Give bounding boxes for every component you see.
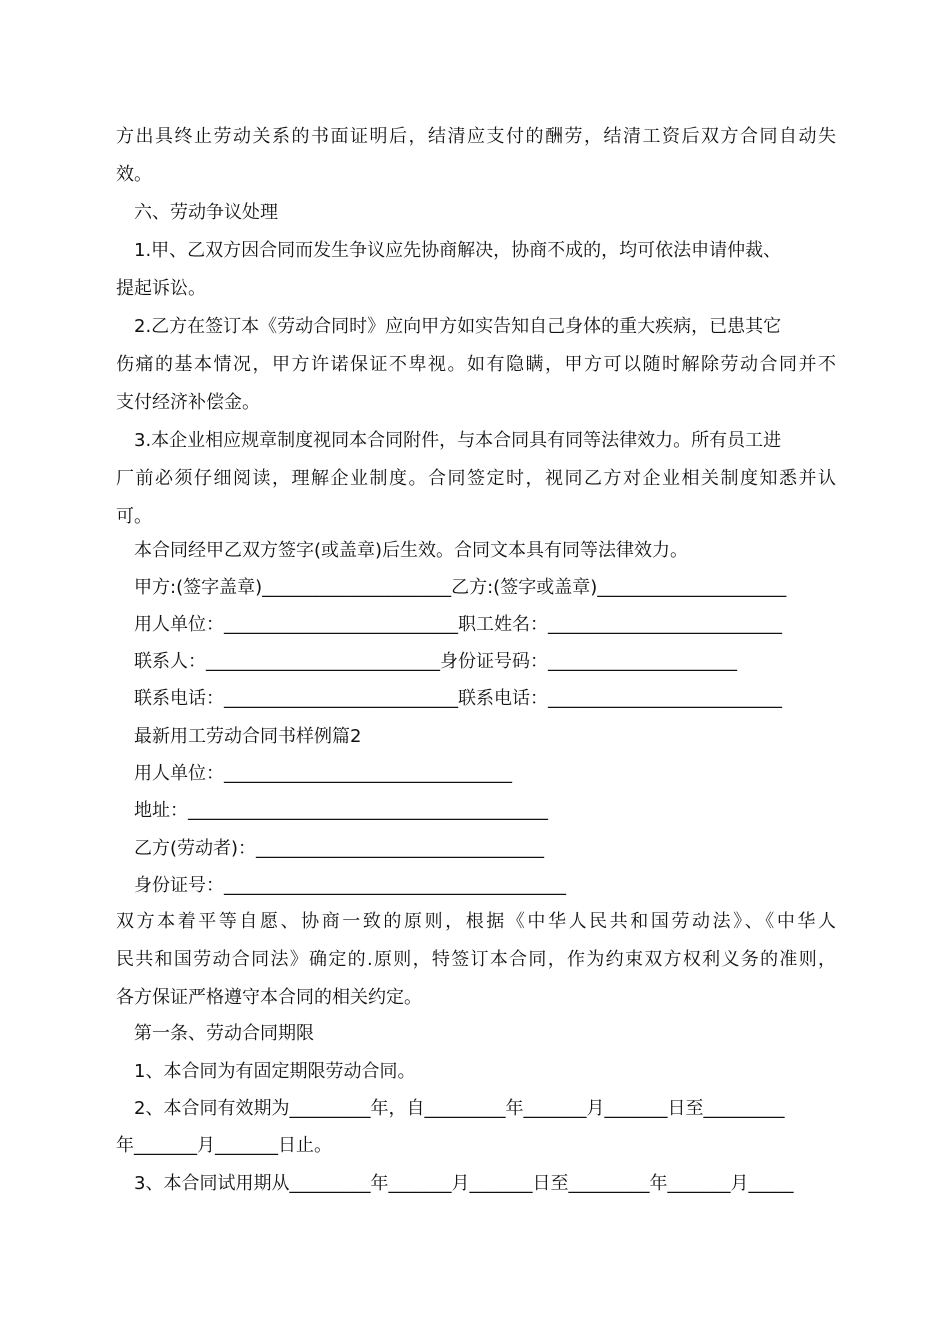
paragraph-line: 方出具终止劳动关系的书面证明后，结清应支付的酬劳，结清工资后双方合同自动失 [116, 126, 836, 147]
form-field-line: 乙方(劳动者)：________________________________ [134, 838, 545, 859]
form-field-line: 联系人：__________________________身份证号码：_____________________ [134, 651, 737, 672]
paragraph-line: 效。 [116, 164, 152, 185]
paragraph-line: 各方保证严格遵守本合同的相关约定。 [116, 987, 422, 1008]
section-heading: 六、劳动争议处理 [134, 202, 278, 223]
form-field-line: 用人单位：__________________________职工姓名：__________________________ [134, 614, 782, 635]
paragraph-line: 3.本企业相应规章制度视同本合同附件，与本合同具有同等法律效力。所有员工进 [134, 430, 782, 451]
paragraph-line: 可。 [116, 506, 152, 527]
signature-line: 甲方:(签字盖章)_____________________乙方:(签字或盖章)_____________________ [134, 577, 787, 598]
section-heading: 最新用工劳动合同书样例篇2 [134, 726, 362, 747]
paragraph-line: 支付经济补偿金。 [116, 392, 260, 413]
paragraph-line: 本合同经甲乙双方签字(或盖章)后生效。合同文本具有同等法律效力。 [134, 540, 689, 561]
paragraph-line: 双方本着平等自愿、协商一致的原则，根据《中华人民共和国劳动法》、《中华人 [116, 911, 836, 932]
paragraph-line: 民共和国劳动合同法》确定的.原则，特签订本合同，作为约束双方权利义务的准则， [116, 949, 836, 970]
form-field-line: 用人单位：________________________________ [134, 763, 512, 784]
form-field-line: 身份证号：______________________________________ [134, 875, 566, 896]
paragraph-line: 厂前必须仔细阅读，理解企业制度。合同签定时，视同乙方对企业相关制度知悉并认 [116, 468, 836, 489]
form-field-line: 联系电话：__________________________联系电话：__________________________ [134, 688, 782, 709]
paragraph-line: 提起诉讼。 [116, 278, 206, 299]
paragraph-line: 1、本合同为有固定期限劳动合同。 [134, 1061, 416, 1082]
paragraph-line: 年_______月_______日止。 [116, 1135, 332, 1156]
section-heading: 第一条、劳动合同期限 [134, 1023, 314, 1044]
paragraph-line: 2.乙方在签订本《劳动合同时》应向甲方如实告知自己身体的重大疾病，已患其它 [134, 316, 782, 337]
paragraph-line: 1.甲、乙双方因合同而发生争议应先协商解决，协商不成的，均可依法申请仲裁、 [134, 240, 782, 261]
paragraph-line: 伤痛的基本情况，甲方许诺保证不卑视。如有隐瞒，甲方可以随时解除劳动合同并不 [116, 354, 836, 375]
paragraph-line: 2、本合同有效期为_________年，自_________年_______月_______日至_________ [134, 1098, 785, 1119]
form-field-line: 地址：________________________________________ [134, 800, 548, 821]
paragraph-line: 3、本合同试用期从_________年_______月_______日至_________年_______月_____ [134, 1173, 794, 1194]
